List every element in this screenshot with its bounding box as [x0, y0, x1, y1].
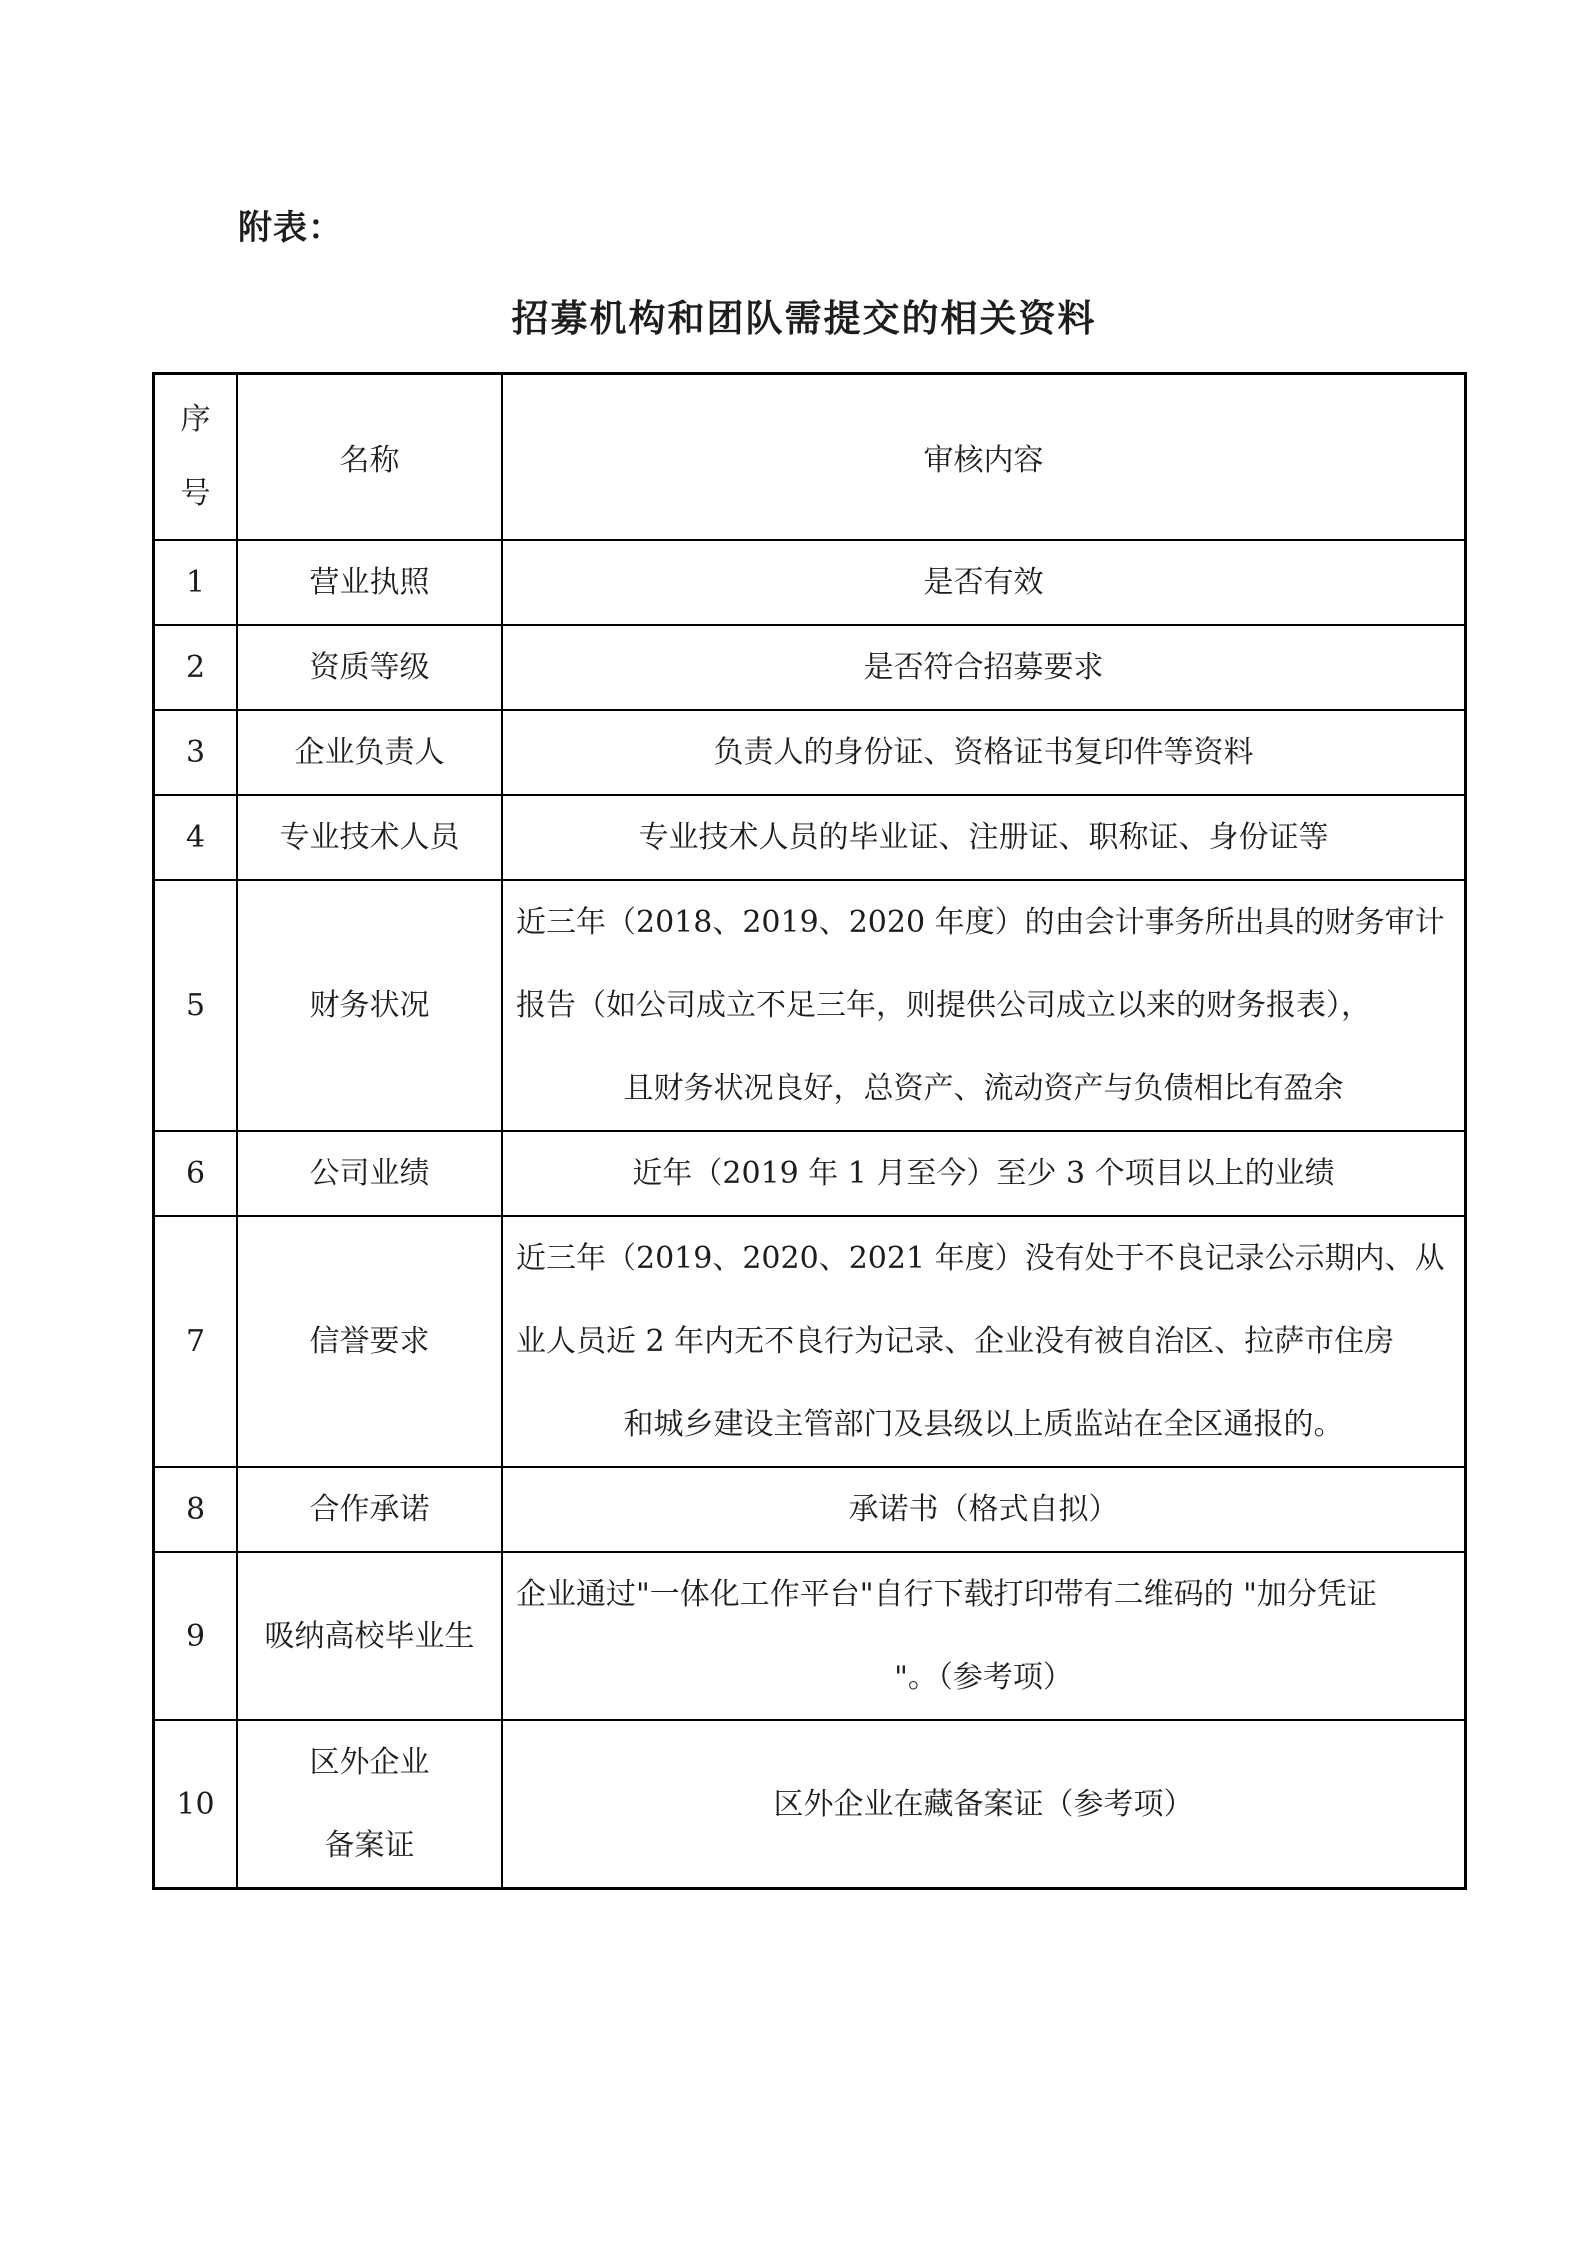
row-number: 8: [185, 1492, 206, 1527]
table-row: [154, 1131, 1466, 1216]
row-content-cell: [502, 795, 1466, 880]
table-row: [154, 1552, 1466, 1720]
row-content-line: 是否有效: [923, 565, 1044, 600]
table-row: [154, 880, 1466, 1131]
row-number: 6: [185, 1156, 206, 1191]
row-number: 4: [185, 820, 206, 855]
page-title: 招募机构和团队需提交的相关资料: [511, 296, 1097, 340]
row-name-line: 吸纳高校毕业生: [264, 1618, 475, 1654]
row-number-cell: [154, 880, 238, 1131]
row-name-line: 合作承诺: [309, 1492, 430, 1527]
row-name-cell: [237, 1552, 502, 1720]
row-content-line: "。（参考项）: [894, 1660, 1073, 1695]
row-content-cell: [502, 1216, 1466, 1467]
row-name-cell: [237, 1131, 502, 1216]
row-name-cell: [237, 710, 502, 795]
table-row: [154, 710, 1466, 795]
table-row: [154, 1216, 1466, 1467]
header-serial-line2: 号: [180, 476, 211, 511]
row-name-line: 财务状况: [309, 988, 430, 1023]
row-number-cell: [154, 1467, 238, 1552]
row-content-cell: [502, 1720, 1466, 1889]
table-row: [154, 1720, 1466, 1889]
table-row: [154, 795, 1466, 880]
row-name-line: 营业执照: [309, 565, 430, 600]
row-content-cell: [502, 540, 1466, 625]
row-content-cell: [502, 1467, 1466, 1552]
row-content-line: 负责人的身份证、资格证书复印件等资料: [713, 735, 1254, 770]
header-serial-number: [154, 374, 238, 541]
row-number: 1: [185, 565, 206, 600]
row-name-cell: [237, 1216, 502, 1467]
row-number: 2: [185, 650, 206, 685]
row-number-cell: [154, 625, 238, 710]
row-content-line: 报告（如公司成立不足三年，则提供公司成立以来的财务报表），: [516, 988, 1371, 1023]
row-number: 9: [185, 1618, 206, 1654]
header-serial-line1: 序: [180, 402, 211, 437]
row-name-cell: [237, 795, 502, 880]
table-row: [154, 625, 1466, 710]
row-number-cell: [154, 540, 238, 625]
row-number-cell: [154, 795, 238, 880]
row-content-line: 和城乡建设主管部门及县级以上质监站在全区通报的。: [623, 1407, 1344, 1442]
row-content-line: 专业技术人员的毕业证、注册证、职称证、身份证等: [638, 820, 1329, 855]
row-content-line: 业人员近 2 年内无不良行为记录、企业没有被自治区、拉萨市住房: [516, 1324, 1395, 1359]
header-review-content: 审核内容: [502, 374, 1466, 541]
row-name-line: 专业技术人员: [279, 820, 460, 855]
row-name-line: 区外企业: [309, 1745, 430, 1780]
row-number: 3: [185, 735, 206, 770]
row-content-line: 区外企业在藏备案证（参考项）: [773, 1786, 1194, 1822]
row-content-cell: [502, 625, 1466, 710]
row-name-cell: [237, 880, 502, 1131]
row-number: 7: [185, 1324, 206, 1359]
row-name-cell: [237, 625, 502, 710]
row-content-line: 且财务状况良好，总资产、流动资产与负债相比有盈余: [623, 1071, 1344, 1106]
row-number: 5: [185, 988, 206, 1023]
row-number-cell: [154, 1720, 238, 1889]
row-content-line: 企业通过"一体化工作平台"自行下载打印带有二维码的 "加分凭证: [516, 1577, 1377, 1612]
appendix-label: 附表：: [238, 208, 343, 248]
row-content-line: 是否符合招募要求: [863, 650, 1104, 685]
row-number-cell: [154, 1131, 238, 1216]
row-name-line: 信誉要求: [309, 1324, 430, 1359]
table-row: [154, 1467, 1466, 1552]
materials-table: [152, 372, 1467, 1890]
row-number-cell: [154, 1552, 238, 1720]
row-content-cell: [502, 880, 1466, 1131]
row-content-line: 近三年（2019、2020、2021 年度）没有处于不良记录公示期内、从: [516, 1241, 1445, 1276]
row-content-line: 近年（2019 年 1 月至今）至少 3 个项目以上的业绩: [632, 1156, 1335, 1191]
row-name-line: 资质等级: [309, 650, 430, 685]
row-number-cell: [154, 1216, 238, 1467]
table-body: [154, 540, 1466, 1889]
row-content-line: 近三年（2018、2019、2020 年度）的由会计事务所出具的财务审计: [516, 905, 1445, 940]
table-row: [154, 540, 1466, 625]
row-name-cell: [237, 1720, 502, 1889]
row-name-cell: [237, 540, 502, 625]
row-number: 10: [176, 1786, 215, 1822]
row-content-line: 承诺书（格式自拟）: [848, 1492, 1119, 1527]
row-content-cell: [502, 1131, 1466, 1216]
row-content-cell: [502, 1552, 1466, 1720]
row-name-line: 企业负责人: [294, 735, 445, 770]
row-name-cell: [237, 1467, 502, 1552]
row-number-cell: [154, 710, 238, 795]
header-name: 名称: [237, 374, 502, 541]
row-name-line: 备案证: [324, 1828, 415, 1863]
row-name-line: 公司业绩: [309, 1156, 430, 1191]
table-header-row: [154, 374, 1466, 541]
row-content-cell: [502, 710, 1466, 795]
